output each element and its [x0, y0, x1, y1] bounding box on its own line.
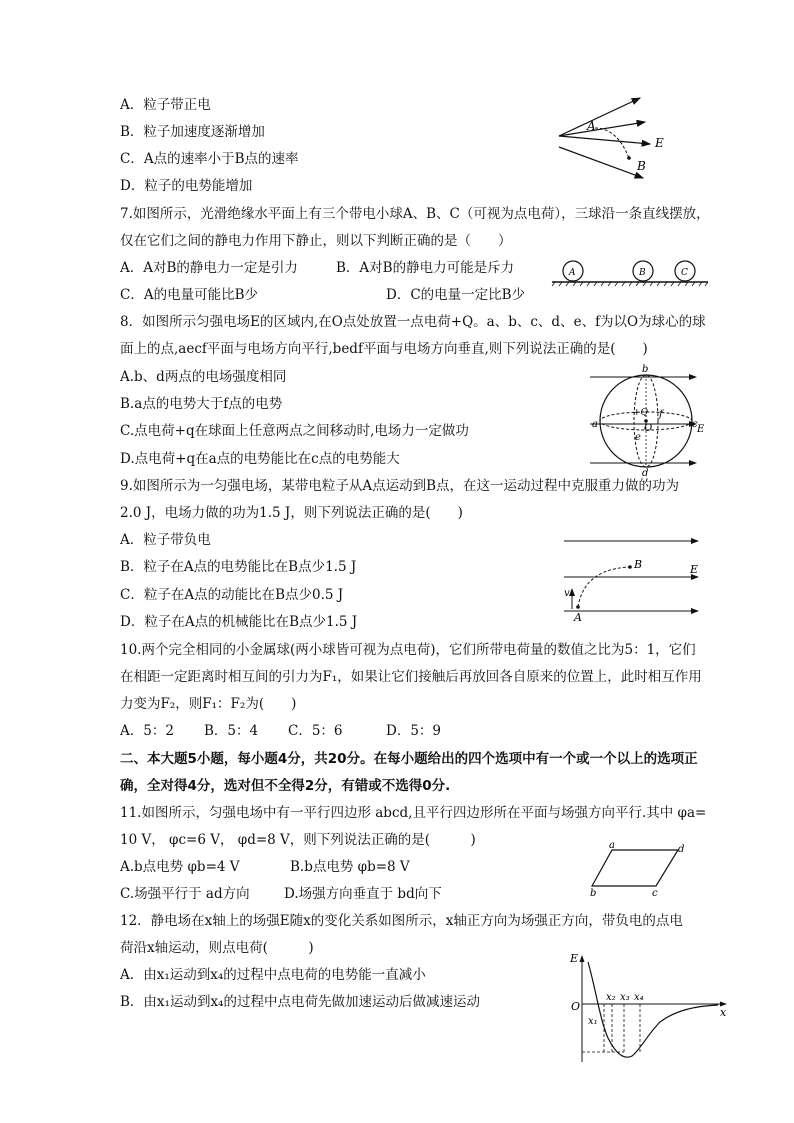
q7-option-d: D．C的电量一定比B少	[386, 287, 526, 303]
q7-figure	[550, 258, 710, 292]
q8-label-field: E	[697, 424, 705, 435]
q11-stem-line1: 11.如图所示，匀强电场中有一平行四边形 abcd,且平行四边形所在平面与场强方向平行.其中 φa=	[120, 805, 707, 821]
q6-label-b: B	[637, 159, 646, 173]
q12-figure	[568, 950, 733, 1065]
q12-stem-line1: 12．静电场在x轴上的场强E随x的变化关系如图所示，x轴正方向为场强正方向，带负电的点电	[120, 913, 683, 929]
q12-label-e: E	[570, 952, 579, 965]
q7-label-b: B	[639, 268, 646, 278]
q12-label-o: O	[571, 1000, 581, 1013]
section2-header-line1: 二、本大题5小题，每小题4分，共20分。在每小题给出的四个选项中有一个或一个以上的选项正	[120, 751, 698, 767]
q9-option-c: C．粒子在A点的动能比在B点少0.5 J	[120, 587, 344, 603]
q6-trajectory	[595, 128, 629, 158]
q7-option-a: A．A对B的静电力一定是引力	[120, 260, 298, 276]
section2-header-line2: 确，全对得4分，选对但不全得2分，有错或不选得0分.	[120, 778, 451, 794]
q12-option-a: A．由x₁运动到x₄的过程中点电荷的电势能一直减小	[120, 967, 426, 983]
q7-stem-line1: 7.如图所示，光滑绝缘水平面上有三个带电小球A、B、C（可视为点电荷），三球沿一条直线摆放，	[120, 206, 710, 222]
q8-stem-line1: 8．如图所示匀强电场E的区域内,在O点处放置一点电荷+Q。a、b、c、d、e、f为以O为球心的球	[120, 314, 706, 330]
q8-option-c: C.点电荷+q在球面上任意两点之间移动时,电场力一定做功	[120, 423, 469, 439]
q12-label-x: x	[720, 1006, 727, 1019]
q9-trajectory	[578, 567, 630, 607]
q11-option-a: A.b点电势 φb=4 V	[120, 859, 240, 875]
q6-field-line	[559, 98, 640, 136]
q8-label-q: +Q	[633, 408, 648, 418]
q12-label-x3: x₃	[620, 992, 630, 1003]
q8-option-a: A.b、d两点的电场强度相同	[120, 369, 287, 385]
q10-option-a: A．5：2	[120, 723, 174, 739]
q7-option-c: C．A的电量可能比B少	[120, 287, 258, 303]
q12-option-b: B．由x₁运动到x₄的过程中点电荷先做加速运动后做减速运动	[120, 994, 480, 1010]
q11-figure	[588, 842, 688, 897]
q9-label-a: A	[574, 611, 582, 624]
q11-option-c: C.场强平行于 ad方向	[120, 886, 250, 902]
q12-stem-line2: 荷沿x轴运动，则点电荷( )	[120, 940, 314, 956]
q9-stem-line1: 9.如图所示为一匀强电场，某带电粒子从A点运动到B点，在这一运动过程中克服重力做的功为	[120, 478, 680, 494]
q9-option-d: D．粒子在A点的机械能比在B点少1.5 J	[120, 614, 358, 630]
q8-figure	[588, 360, 713, 478]
q8-label-a: a	[592, 419, 598, 430]
q10-stem-line2: 在相距一定距离时相互间的引力为F₁，如果让它们接触后再放回各自原来的位置上，此时相互作用	[120, 669, 702, 685]
q11-parallelogram	[592, 850, 678, 886]
q10-stem-line3: 力变为F₂，则F₁：F₂为( )	[120, 696, 297, 712]
q8-label-o: O	[644, 423, 653, 434]
q8-label-b: b	[642, 364, 649, 375]
q8-label-c: c	[692, 419, 698, 430]
q7-label-c: C	[681, 268, 688, 278]
q12-label-x2: x₂	[606, 992, 616, 1003]
q8-option-d: D.点电荷+q在a点的电势能比在c点的电势能大	[120, 451, 400, 467]
q10-option-b: B．5：4	[204, 723, 259, 739]
q6-figure	[555, 92, 685, 187]
q9-label-b: B	[634, 558, 643, 571]
q6-option-c: C．A点的速率小于B点的速率	[120, 151, 299, 167]
q11-label-b: b	[590, 888, 597, 899]
q11-label-c: c	[652, 888, 658, 899]
q7-label-a: A	[569, 268, 576, 278]
q8-label-e: e	[635, 432, 641, 443]
q9-stem-line2: 2.0 J，电场力做的功为1.5 J，则下列说法正确的是( )	[120, 505, 463, 521]
q10-option-d: D．5：9	[386, 723, 442, 739]
q6-field-line	[559, 147, 643, 178]
q7-stem-line2: 仅在它们之间的静电力作用下静止，则以下判断正确的是（ ）	[120, 233, 512, 249]
q9-label-v: v	[564, 588, 570, 599]
q9-option-b: B．粒子在A点的电势能比在B点少1.5 J	[120, 559, 357, 575]
q8-label-f: f	[659, 409, 663, 420]
q8-label-d: d	[642, 468, 649, 479]
q10-stem-line1: 10.两个完全相同的小金属球(两小球皆可视为点电荷)，它们所带电荷量的数值之比为5：1，它们	[120, 642, 696, 658]
q11-option-b: B.b点电势 φb=8 V	[290, 859, 410, 875]
q11-label-d: d	[678, 844, 685, 855]
q6-label-a: A	[587, 119, 596, 133]
q10-option-c: C．5：6	[288, 723, 343, 739]
q7-option-b: B．A对B的静电力可能是斥力	[336, 260, 515, 276]
q12-label-x1: x₁	[588, 1016, 598, 1027]
q6-field-line	[559, 136, 650, 144]
q12-label-x4: x₄	[634, 992, 644, 1003]
q11-option-d: D.场强方向垂直于 bd向下	[284, 886, 442, 902]
q6-option-d: D．粒子的电势能增加	[120, 178, 253, 194]
q9-option-a: A．粒子带负电	[120, 532, 211, 548]
q6-option-b: B．粒子加速度逐渐增加	[120, 124, 265, 140]
q8-option-b: B.a点的电势大于f点的电势	[120, 396, 283, 412]
q6-label-e: E	[655, 136, 664, 150]
q8-stem-line2: 面上的点,aecf平面与电场方向平行,bedf平面与电场方向垂直,则下列说法正确的是( )	[120, 341, 648, 357]
q11-label-a: a	[609, 840, 615, 851]
q12-curve	[588, 962, 718, 1057]
q6-option-a: A．粒子带正电	[120, 97, 211, 113]
q9-figure	[560, 533, 705, 623]
q11-stem-line2: 10 V， φc=6 V， φd=8 V，则下列说法正确的是( )	[120, 832, 476, 848]
q9-label-e: E	[690, 563, 699, 576]
